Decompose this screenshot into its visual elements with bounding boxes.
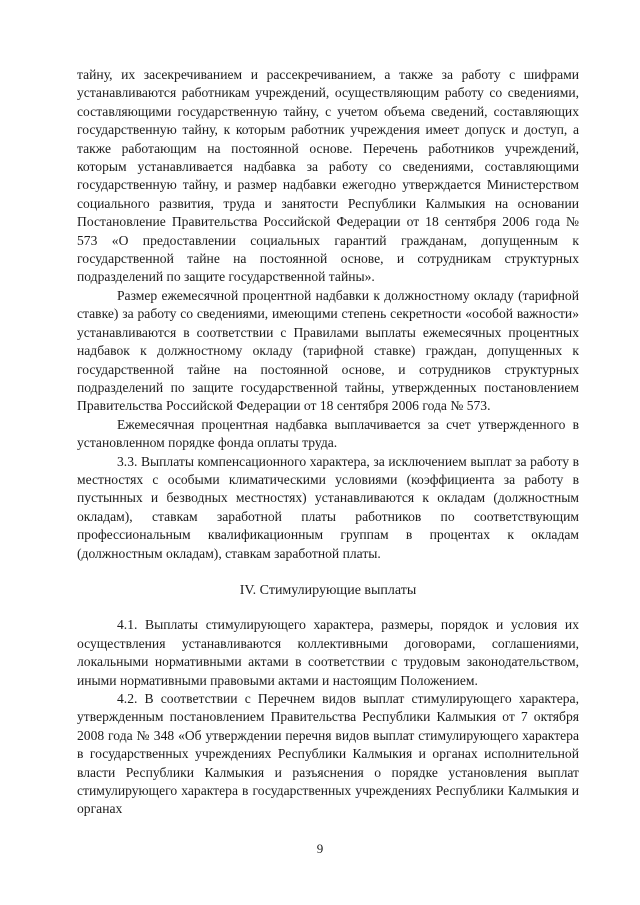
paragraph-4-2: 4.2. В соответствии с Перечнем видов выплат стимулирующего характера, утвержденным постановлением Правительства Республики Калмыкия от 7 октября 2008 года № 348 «Об утверждении перечня видов выплат стимулирующего характера в государственных учреждениях Республики Калмыкия и органах исполнительной власти Республики Калмыкия и разъяснения о порядке установления выплат стимулирующего характера в государственных учреждениях Республики Калмыкия и органах <box>77 691 579 817</box>
page-number: 9 <box>316 841 324 856</box>
paragraph-4-1: 4.1. Выплаты стимулирующего характера, размеры, порядок и условия их осуществления устанавливаются коллективными договорами, соглашениями, локальными нормативными актами в соответствии с трудовым законодательством, иными нормативными правовыми актами и настоящим Положением. <box>77 617 579 688</box>
document-page <box>77 66 579 819</box>
section-heading: IV. Стимулирующие выплаты <box>239 582 417 598</box>
paragraph-allowance-funding: Ежемесячная процентная надбавка выплачивается за счет утвержденного в установленном порядке фонда оплаты труда. <box>77 416 579 451</box>
paragraph-3-3: 3.3. Выплаты компенсационного характера, за исключением выплат за работу в местностях с особыми климатическими условиями (коэффициента за работу в пустынных и безводных местностях) устанавливаются к окладам (должностным окладам), ставкам заработной платы работников по соответствующим профессиональным квалификационным группам в процентах к окладам (должностным окладам), ставкам заработной платы. <box>77 453 579 561</box>
paragraph-secrecy-allowance-size: Размер ежемесячной процентной надбавки к должностному окладу (тарифной ставке) за работу со сведениями, имеющими степень секретности «особой важности» устанавливаются в соответствии с Правилами выплаты ежемесячных процентных надбавок к должностному окладу (тарифной ставке) граждан, допущенных к государственной тайне на постоянной основе, и сотрудников структурных подразделений по защите государственной тайны, утвержденных постановлением Правительства Российской Федерации от 18 сентября 2006 года № 573. <box>77 287 579 414</box>
paragraph-state-secret-allowance: тайну, их засекречиванием и рассекречиванием, а также за работу с шифрами устанавливаются работникам учреждений, осуществляющим работу со сведениями, составляющими государственную тайну, с учетом объема сведений, составляющих государственную тайну, к которым работник учреждения имеет допуск и доступ, а также работающим на постоянной основе. Перечень работников учреждений, которым устанавливается надбавка за работу со сведениями, составляющими государственную тайну, и размер надбавки ежегодно утверждается Министерством социального развития, труда и занятости Республики Калмыкия на основании Постановление Правительства Российской Федерации от 18 сентября 2006 года № 573 «О предоставлении социальных гарантий гражданам, допущенным к государственной тайне на постоянной основе, и сотрудникам структурных подразделений по защите государственной тайны». <box>77 67 579 285</box>
